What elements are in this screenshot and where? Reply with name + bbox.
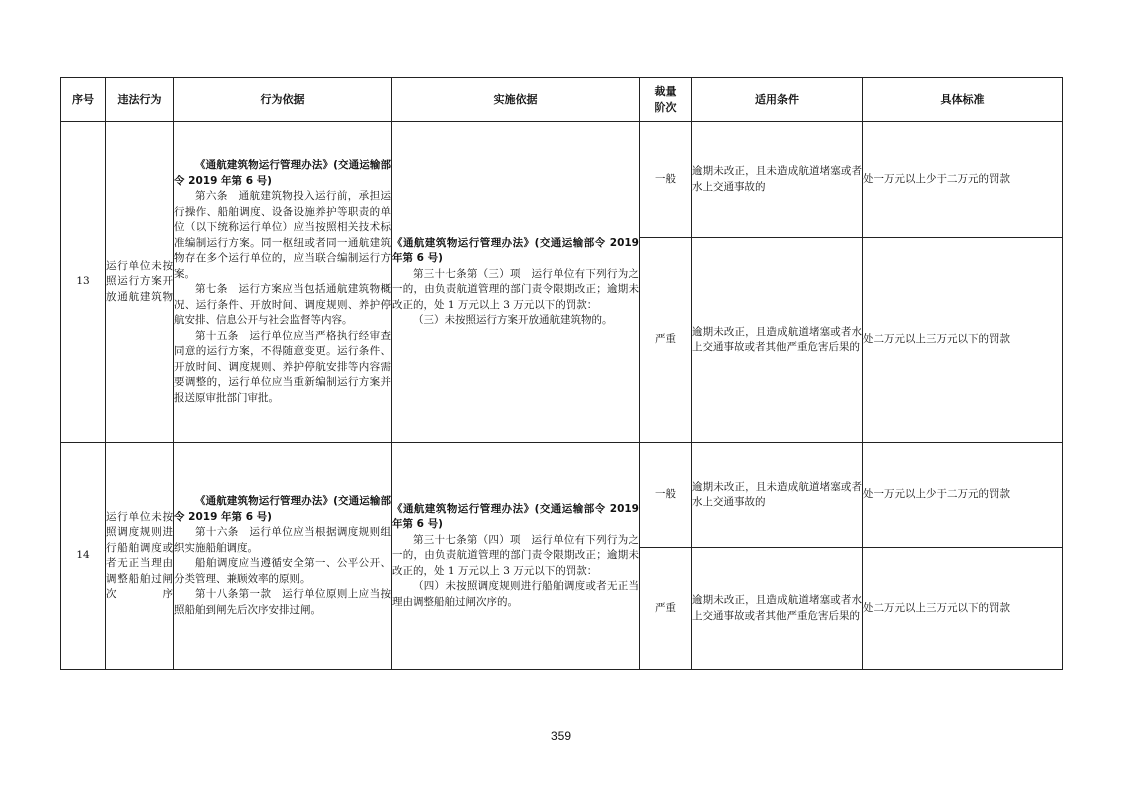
header-condition: 适用条件 bbox=[692, 78, 863, 122]
level-cell: 严重 bbox=[640, 238, 692, 443]
law-article: 第六条 通航建筑物投入运行前，承担运行操作、船舶调度、设备设施养护等职责的单位（以下统称运行单位）应当按照相关技术标准编制运行方案。同一枢纽或者同一通航建筑物存在多个运行单位的，应当联合编制运行方案。 bbox=[174, 190, 391, 280]
header-standard: 具体标准 bbox=[863, 78, 1063, 122]
header-no: 序号 bbox=[61, 78, 106, 122]
basis-cell bbox=[174, 443, 392, 670]
condition-cell: 逾期未改正，且造成航道堵塞或者水上交通事故或者其他严重危害后果的 bbox=[692, 238, 863, 443]
law-article: 第三十七条第（三）项 运行单位有下列行为之一的，由负责航道管理的部门责令限期改正；逾期未改正的，处 1 万元以上 3 万元以下的罚款： bbox=[392, 267, 639, 311]
law-article: 第三十七条第（四）项 运行单位有下列行为之一的，由负责航道管理的部门责令限期改正；逾期未改正的，处 1 万元以上 3 万元以下的罚款： bbox=[392, 533, 639, 577]
condition-cell: 逾期未改正，且未造成航道堵塞或者水上交通事故的 bbox=[692, 443, 863, 548]
law-article: 第十六条 运行单位应当根据调度规则组织实施船舶调度。 bbox=[174, 526, 391, 554]
level-cell: 一般 bbox=[640, 443, 692, 548]
page-number: 359 bbox=[550, 729, 572, 743]
header-violation: 违法行为 bbox=[106, 78, 174, 122]
header-level: 裁量 阶次 bbox=[640, 78, 692, 122]
condition-cell: 逾期未改正，且造成航道堵塞或者水上交通事故或者其他严重危害后果的 bbox=[692, 548, 863, 670]
violation-cell: 运行单位未按照运行方案开放通航建筑物 bbox=[106, 122, 174, 443]
law-article: 第七条 运行方案应当包括通航建筑物概况、运行条件、开放时间、调度规则、养护停航安排、信息公开与社会监督等内容。 bbox=[174, 283, 391, 326]
header-row bbox=[61, 78, 1063, 122]
standard-cell: 处一万元以上少于二万元的罚款 bbox=[863, 443, 1063, 548]
row-number: 13 bbox=[61, 122, 106, 443]
penalty-table bbox=[60, 77, 1063, 670]
table-row bbox=[61, 443, 1063, 548]
condition-cell: 逾期未改正，且未造成航道堵塞或者水上交通事故的 bbox=[692, 122, 863, 238]
violation-cell: 运行单位未按照调度规则进行船舶调度或者无正当理由调整船舶过闸次序 bbox=[106, 443, 174, 670]
law-article: 第十五条 运行单位应当严格执行经审查同意的运行方案，不得随意变更。运行条件、开放时间、调度规则、养护停航安排等内容需要调整的，运行单位应当重新编制运行方案并报送原审批部门审批。 bbox=[174, 329, 391, 404]
level-cell: 一般 bbox=[640, 122, 692, 238]
impl-cell bbox=[392, 443, 640, 670]
standard-cell: 处二万元以上三万元以下的罚款 bbox=[863, 548, 1063, 670]
header-impl: 实施依据 bbox=[392, 78, 640, 122]
law-title: 《通航建筑物运行管理办法》(交通运输部令 2019 年第 6 号) bbox=[174, 495, 391, 523]
law-article: （三）未按照运行方案开放通航建筑物的。 bbox=[413, 314, 613, 326]
law-title: 《通航建筑物运行管理办法》(交通运输部令 2019 年第 6 号) bbox=[392, 236, 639, 264]
level-cell: 严重 bbox=[640, 548, 692, 670]
table-row bbox=[61, 122, 1063, 238]
law-article: 第十八条第一款 运行单位原则上应当按照船舶到闸先后次序安排过闸。 bbox=[174, 588, 391, 616]
row-number: 14 bbox=[61, 443, 106, 670]
law-article: （四）未按照调度规则进行船舶调度或者无正当理由调整船舶过闸次序的。 bbox=[392, 580, 639, 608]
standard-cell: 处二万元以上三万元以下的罚款 bbox=[863, 238, 1063, 443]
law-title: 《通航建筑物运行管理办法》(交通运输部令 2019 年第 6 号) bbox=[392, 502, 639, 531]
impl-cell bbox=[392, 122, 640, 443]
basis-cell bbox=[174, 122, 392, 443]
header-basis: 行为依据 bbox=[174, 78, 392, 122]
law-title: 《通航建筑物运行管理办法》(交通运输部令 2019 年第 6 号) bbox=[174, 159, 391, 187]
standard-cell: 处一万元以上少于二万元的罚款 bbox=[863, 122, 1063, 238]
law-article: 船舶调度应当遵循安全第一、公平公开、分类管理、兼顾效率的原则。 bbox=[174, 557, 391, 585]
